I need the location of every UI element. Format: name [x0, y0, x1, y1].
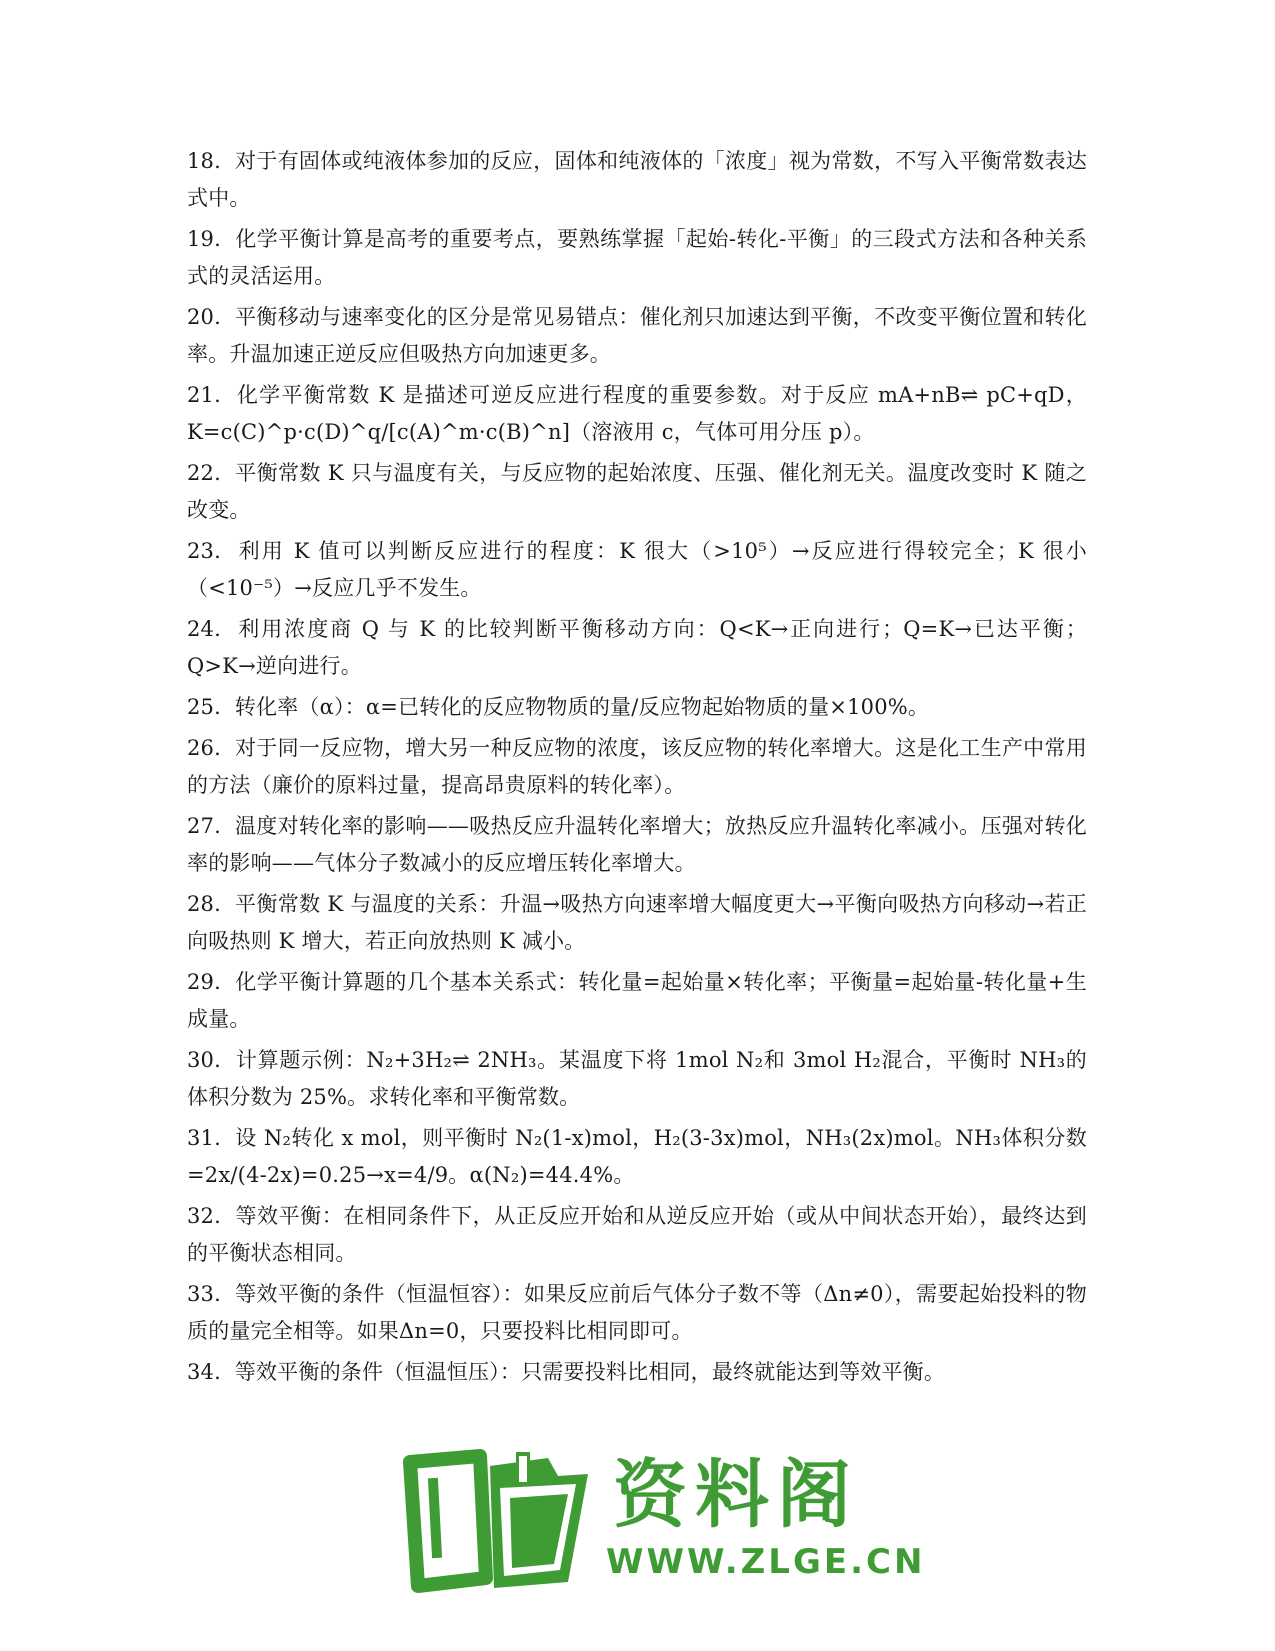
- list-item: [187, 964, 1087, 1038]
- open-book-icon: [398, 1448, 598, 1598]
- item-number: 23.: [187, 539, 221, 563]
- item-text: 转化率（α）：α=已转化的反应物物质的量/反应物起始物质的量×100%。: [234, 695, 930, 719]
- item-text: 计算题示例：N₂+3H₂⇌ 2NH₃。某温度下将 1mol N₂和 3mol H₂混合，平衡时 NH₃的体积分数为 25%。求转化率和平衡常数。: [187, 1048, 1087, 1109]
- logo-title: 资料阁: [613, 1452, 859, 1538]
- list-item: [187, 533, 1087, 607]
- item-number: 24.: [187, 617, 221, 641]
- list-item: [187, 689, 1087, 726]
- list-item: [187, 1198, 1087, 1272]
- list-item: [187, 299, 1087, 373]
- item-text: 等效平衡：在相同条件下，从正反应开始和从逆反应开始（或从中间状态开始），最终达到的平衡状态相同。: [187, 1204, 1087, 1265]
- item-number: 26.: [187, 736, 221, 760]
- item-text: 对于有固体或纯液体参加的反应，固体和纯液体的「浓度」视为常数，不写入平衡常数表达式中。: [187, 149, 1087, 210]
- list-item: [187, 221, 1087, 295]
- list-item: [187, 455, 1087, 529]
- item-text: 利用 K 值可以判断反应进行的程度：K 很大（>10⁵）→反应进行得较完全；K 很小（<10⁻⁵）→反应几乎不发生。: [187, 539, 1087, 600]
- item-number: 28.: [187, 892, 221, 916]
- item-text: 设 N₂转化 x mol，则平衡时 N₂(1-x)mol，H₂(3-3x)mol，NH₃(2x)mol。NH₃体积分数=2x/(4-2x)=0.25→x=4/9。α(N₂)=44.4%。: [187, 1126, 1087, 1187]
- item-number: 22.: [187, 461, 221, 485]
- item-text: 化学平衡计算题的几个基本关系式：转化量=起始量×转化率；平衡量=起始量-转化量+生成量。: [187, 970, 1087, 1031]
- item-number: 18.: [187, 149, 221, 173]
- item-text: 等效平衡的条件（恒温恒容）：如果反应前后气体分子数不等（Δn≠0），需要起始投料的物质的量完全相等。如果Δn=0，只要投料比相同即可。: [187, 1282, 1087, 1343]
- list-item: [187, 730, 1087, 804]
- item-text: 平衡常数 K 与温度的关系：升温→吸热方向速率增大幅度更大→平衡向吸热方向移动→若正向吸热则 K 增大，若正向放热则 K 减小。: [187, 892, 1087, 953]
- list-item: [187, 1120, 1087, 1194]
- item-number: 33.: [187, 1282, 221, 1306]
- item-text: 温度对转化率的影响——吸热反应升温转化率增大；放热反应升温转化率减小。压强对转化率的影响——气体分子数减小的反应增压转化率增大。: [187, 814, 1087, 875]
- item-number: 25.: [187, 695, 221, 719]
- list-item: [187, 377, 1087, 451]
- list-item: [187, 808, 1087, 882]
- item-number: 34.: [187, 1360, 221, 1384]
- item-number: 21.: [187, 383, 221, 407]
- item-text: 利用浓度商 Q 与 K 的比较判断平衡移动方向：Q<K→正向进行；Q=K→已达平衡；Q>K→逆向进行。: [187, 617, 1087, 678]
- list-item: [187, 1276, 1087, 1350]
- item-text: 平衡移动与速率变化的区分是常见易错点：催化剂只加速达到平衡，不改变平衡位置和转化率。升温加速正逆反应但吸热方向加速更多。: [187, 305, 1087, 366]
- logo-url: WWW.ZLGE.CN: [606, 1542, 926, 1582]
- item-text: 对于同一反应物，增大另一种反应物的浓度，该反应物的转化率增大。这是化工生产中常用的方法（廉价的原料过量，提高昂贵原料的转化率）。: [187, 736, 1087, 797]
- item-text: 平衡常数 K 只与温度有关，与反应物的起始浓度、压强、催化剂无关。温度改变时 K 随之改变。: [187, 461, 1087, 522]
- list-item: [187, 1042, 1087, 1116]
- item-text: 化学平衡计算是高考的重要考点，要熟练掌握「起始-转化-平衡」的三段式方法和各种关系式的灵活运用。: [187, 227, 1087, 288]
- item-number: 27.: [187, 814, 221, 838]
- list-item: [187, 611, 1087, 685]
- list-item: [187, 143, 1087, 217]
- item-text: 化学平衡常数 K 是描述可逆反应进行程度的重要参数。对于反应 mA+nB⇌ pC+qD，K=c(C)^p·c(D)^q/[c(A)^m·c(B)^n]（溶液用 c，气体可用分压 p）。: [187, 383, 1087, 444]
- document-body: [187, 143, 1087, 1395]
- item-number: 29.: [187, 970, 221, 994]
- list-item: [187, 1354, 1087, 1391]
- item-number: 30.: [187, 1048, 221, 1072]
- site-logo: [398, 1448, 926, 1598]
- item-number: 20.: [187, 305, 221, 329]
- item-text: 等效平衡的条件（恒温恒压）：只需要投料比相同，最终就能达到等效平衡。: [234, 1360, 946, 1384]
- list-item: [187, 886, 1087, 960]
- item-number: 32.: [187, 1204, 221, 1228]
- item-number: 19.: [187, 227, 221, 251]
- item-number: 31.: [187, 1126, 221, 1150]
